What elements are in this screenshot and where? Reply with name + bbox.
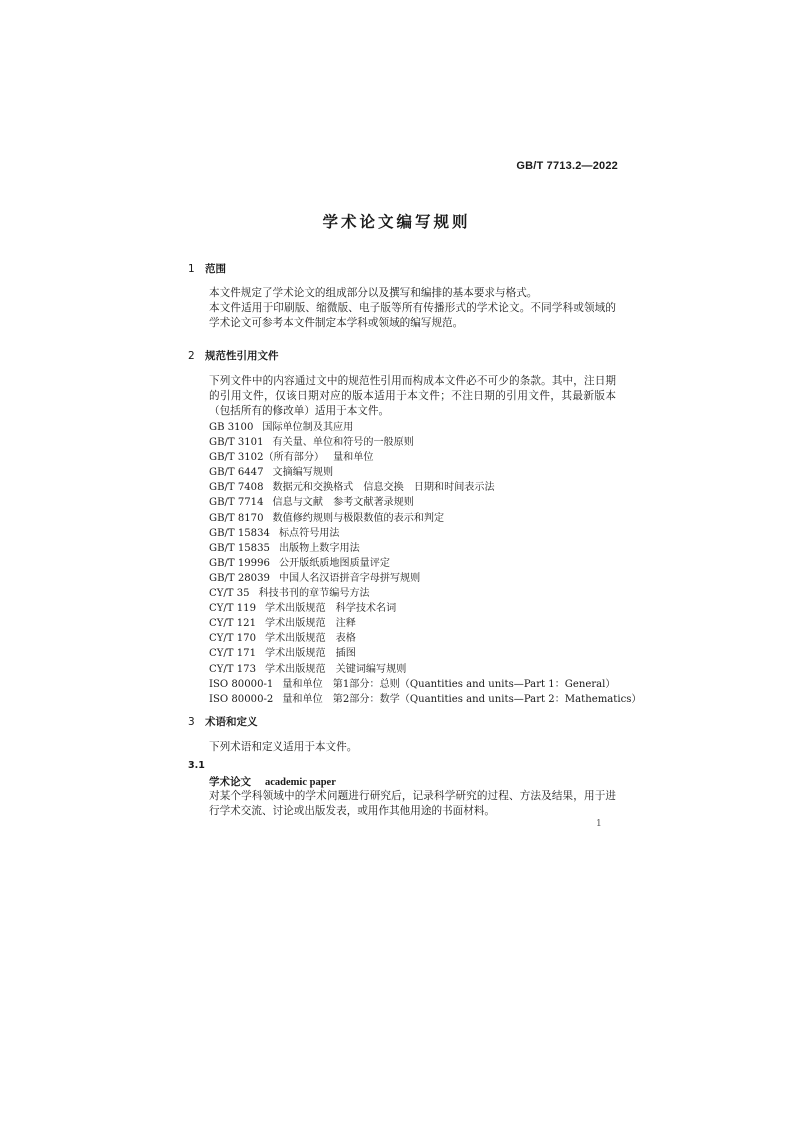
section-3-number: 3 — [188, 716, 195, 728]
reference-code: ISO 80000-1 — [209, 678, 274, 690]
term-english: academic paper — [265, 777, 336, 788]
reference-item — [209, 571, 642, 586]
section-3-title: 术语和定义 — [205, 716, 258, 728]
reference-item — [209, 465, 642, 480]
reference-title: 科技书刊的章节编号方法 — [258, 588, 370, 600]
reference-code: ISO 80000-2 — [209, 693, 274, 705]
reference-code: GB/T 15834 — [209, 527, 270, 539]
reference-title: 文摘编写规则 — [272, 467, 334, 479]
reference-title: 学术出版规范 插图 — [265, 648, 356, 660]
reference-title: 数值修约规则与极限数值的表示和判定 — [272, 512, 445, 524]
reference-item — [209, 495, 642, 510]
term-number: 3.1 — [188, 760, 205, 771]
reference-title: 数据元和交换格式 信息交换 日期和时间表示法 — [272, 482, 495, 494]
term-definition-block — [188, 789, 616, 819]
reference-item — [209, 541, 642, 556]
document-title: 学术论文编写规则 — [322, 213, 471, 231]
reference-title: 国际单位制及其应用 — [262, 422, 354, 433]
reference-item — [209, 601, 642, 616]
reference-title: 量和单位 第1部分：总则（Quantities and units—Part 1：General） — [282, 678, 616, 690]
reference-code: CY/T 171 — [209, 648, 256, 660]
reference-item — [209, 480, 642, 495]
reference-item — [209, 646, 642, 661]
reference-code: GB/T 3101 — [209, 437, 264, 449]
term-chinese: 学术论文 — [209, 776, 251, 788]
term-definition: 对某个学科领域中的学术问题进行研究后，记录科学研究的过程、方法及结果，用于进行学术交流、讨论或出版发表，或用作其他用途的书面材料。 — [209, 790, 616, 817]
reference-code: CY/T 173 — [209, 663, 256, 675]
reference-item — [209, 662, 642, 677]
section-3-intro-text: 下列术语和定义适用于本文件。 — [209, 741, 358, 753]
section-1-number: 1 — [188, 263, 195, 275]
section-3-intro — [188, 740, 616, 755]
reference-item — [209, 526, 642, 541]
reference-title: 学术出版规范 表格 — [265, 633, 356, 645]
reference-title: 信息与文献 参考文献著录规则 — [272, 497, 414, 509]
reference-code: GB 3100 — [209, 422, 254, 433]
reference-item — [209, 511, 642, 526]
reference-code: GB/T 6447 — [209, 467, 264, 479]
section-1-paragraph-1: 本文件规定了学术论文的组成部分以及撰写和编排的基本要求与格式。 — [209, 287, 538, 299]
section-1-heading — [188, 261, 226, 276]
reference-title: 有关量、单位和符号的一般原则 — [272, 437, 414, 449]
section-1-body — [188, 286, 616, 331]
reference-item — [209, 435, 642, 450]
reference-code: GB/T 7408 — [209, 482, 264, 494]
reference-code: GB/T 3102（所有部分） — [209, 452, 325, 464]
reference-code: CY/T 119 — [209, 603, 256, 615]
reference-item — [209, 616, 642, 631]
section-2-intro-text: 下列文件中的内容通过文中的规范性引用而构成本文件必不可少的条款。其中，注日期的引用文件，仅该日期对应的版本适用于本文件；不注日期的引用文件，其最新版本（包括所有的修改单）适用于本文件。 — [209, 375, 616, 417]
page-number: 1 — [596, 819, 602, 829]
reference-code: GB/T 15835 — [209, 542, 270, 554]
reference-code: GB/T 28039 — [209, 572, 270, 584]
section-1-paragraph-2: 本文件适用于印刷版、缩微版、电子版等所有传播形式的学术论文。不同学科或领域的学术论文可参考本文件制定本学科或领域的编写规范。 — [209, 302, 616, 329]
reference-title: 公开版纸质地图质量评定 — [278, 557, 390, 569]
reference-item — [209, 450, 642, 465]
reference-title: 标点符号用法 — [278, 527, 340, 539]
reference-code: CY/T 35 — [209, 588, 250, 600]
term-entry — [209, 774, 336, 789]
reference-item — [209, 677, 642, 692]
reference-title: 学术出版规范 科学技术名词 — [265, 603, 397, 615]
reference-title: 量和单位 第2部分：数学（Quantities and units—Part 2：Mathematics） — [282, 693, 642, 705]
reference-title: 学术出版规范 关键词编写规则 — [265, 663, 407, 675]
reference-code: GB/T 8170 — [209, 512, 264, 524]
section-2-heading — [188, 348, 279, 363]
reference-code: GB/T 7714 — [209, 497, 264, 509]
reference-code: GB/T 19996 — [209, 557, 270, 569]
reference-title: 中国人名汉语拼音字母拼写规则 — [278, 572, 421, 584]
reference-code: CY/T 170 — [209, 633, 256, 645]
reference-item — [209, 556, 642, 571]
reference-item — [209, 420, 642, 435]
reference-item — [209, 586, 642, 601]
reference-title: 量和单位 — [333, 452, 374, 464]
standard-number: GB/T 7713.2—2022 — [516, 160, 618, 172]
reference-title: 出版物上数字用法 — [278, 542, 360, 554]
section-3-heading — [188, 714, 258, 729]
reference-title: 学术出版规范 注释 — [265, 618, 356, 630]
reference-code: CY/T 121 — [209, 618, 256, 630]
section-1-title: 范围 — [205, 263, 226, 275]
reference-item — [209, 631, 642, 646]
reference-item — [209, 692, 642, 707]
section-2-title: 规范性引用文件 — [205, 350, 279, 362]
section-2-number: 2 — [188, 350, 195, 362]
section-2-intro — [188, 374, 616, 419]
normative-references-list — [209, 420, 642, 707]
